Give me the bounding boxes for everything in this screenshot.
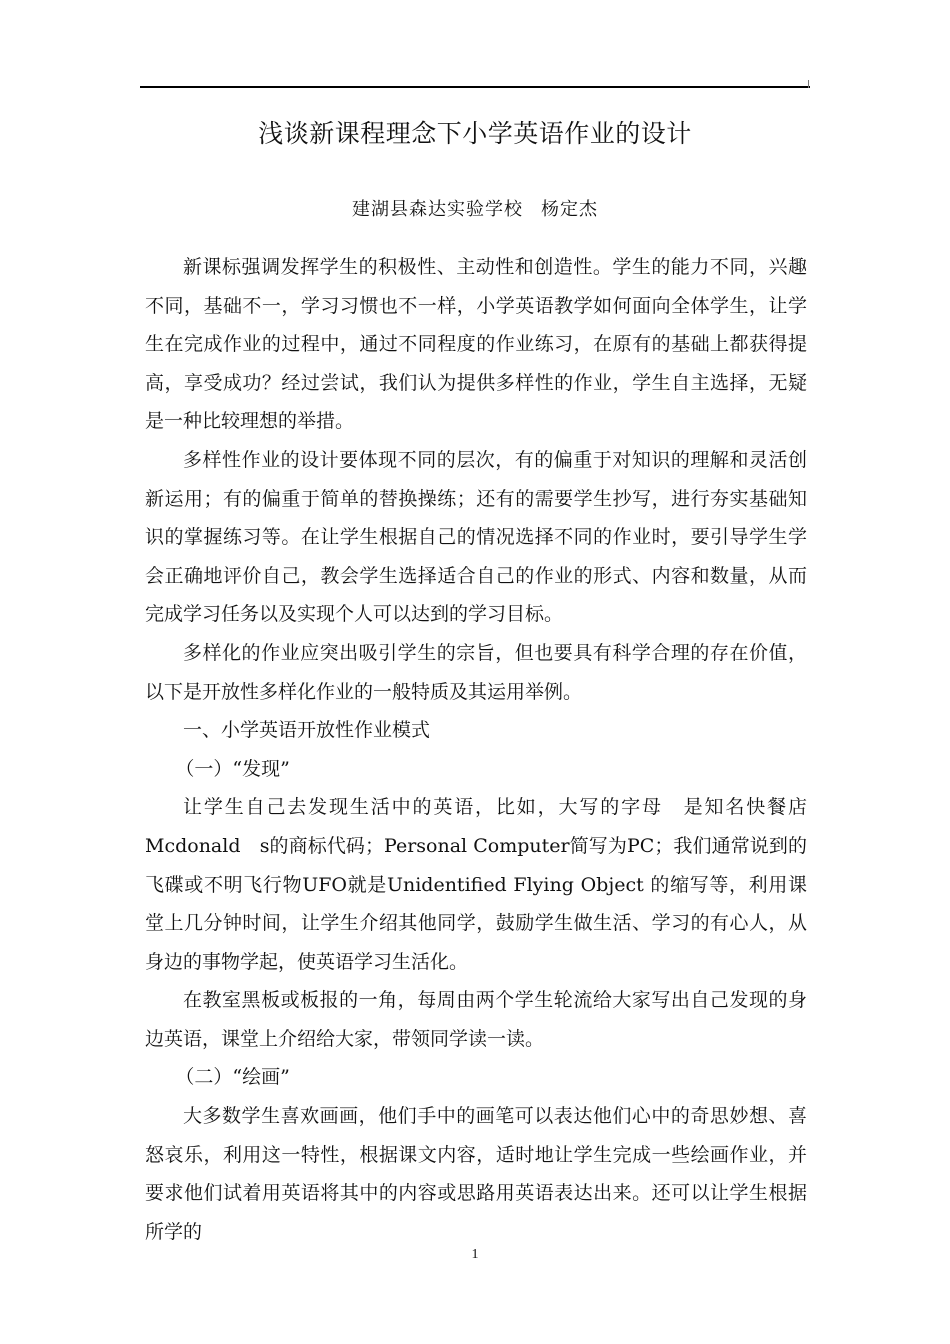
subsection-heading: （二）“绘画” [175, 1066, 290, 1089]
header-rule-mark [808, 80, 809, 88]
document-title: 浅谈新课程理念下小学英语作业的设计 [258, 119, 692, 148]
byline-author: 杨定杰 [541, 199, 598, 220]
subsection-heading: （一）“发现” [175, 757, 290, 780]
header-rule [140, 86, 810, 88]
paragraph: 让学生自己去发现生活中的英语，比如，大写的字母 是知名快餐店Mcdonald s的商标代码；Personal Computer简写为PC；我们通常说到的飞碟或不明飞行物UFO就是Unidentified Flying Object 的缩写等，利用课堂上几分钟时间，让学生介绍其他同学，鼓励学生做生活、学习的有心人，从身边的事物学起，使英语学习生活化。 [145, 796, 807, 973]
paragraph: 多样化的作业应突出吸引学生的宗旨，但也要具有科学合理的存在价值，以下是开放性多样化作业的一般特质及其运用举例。 [145, 641, 807, 703]
byline [140, 195, 810, 221]
paragraph: 多样性作业的设计要体现不同的层次，有的偏重于对知识的理解和灵活创新运用；有的偏重于简单的替换操练；还有的需要学生抄写，进行夯实基础知识的掌握练习等。在让学生根据自己的情况选择不同的作业时，要引导学生学会正确地评价自己，教会学生选择适合自己的作业的形式、内容和数量，从而完成学习任务以及实现个人可以达到的学习目标。 [145, 448, 807, 626]
paragraph: 新课标强调发挥学生的积极性、主动性和创造性。学生的能力不同，兴趣不同，基础不一，学习习惯也不一样，小学英语教学如何面向全体学生，让学生在完成作业的过程中，通过不同程度的作业练习，在原有的基础上都获得提高，享受成功？经过尝试，我们认为提供多样性的作业，学生自主选择，无疑是一种比较理想的举措。 [145, 256, 807, 433]
section-heading: 一、小学英语开放性作业模式 [183, 719, 431, 742]
paragraph: 在教室黑板或板报的一角，每周由两个学生轮流给大家写出自己发现的身边英语，课堂上介绍给大家，带领同学读一读。 [145, 989, 807, 1050]
page-number: 1 [471, 1247, 479, 1262]
paragraph: 大多数学生喜欢画画，他们手中的画笔可以表达他们心中的奇思妙想、喜怒哀乐，利用这一特性，根据课文内容，适时地让学生完成一些绘画作业，并要求他们试着用英语将其中的内容或思路用英语表达出来。还可以让学生根据所学的 [145, 1105, 807, 1243]
document-body [145, 248, 807, 1251]
byline-school: 建湖县森达实验学校 [352, 199, 523, 220]
